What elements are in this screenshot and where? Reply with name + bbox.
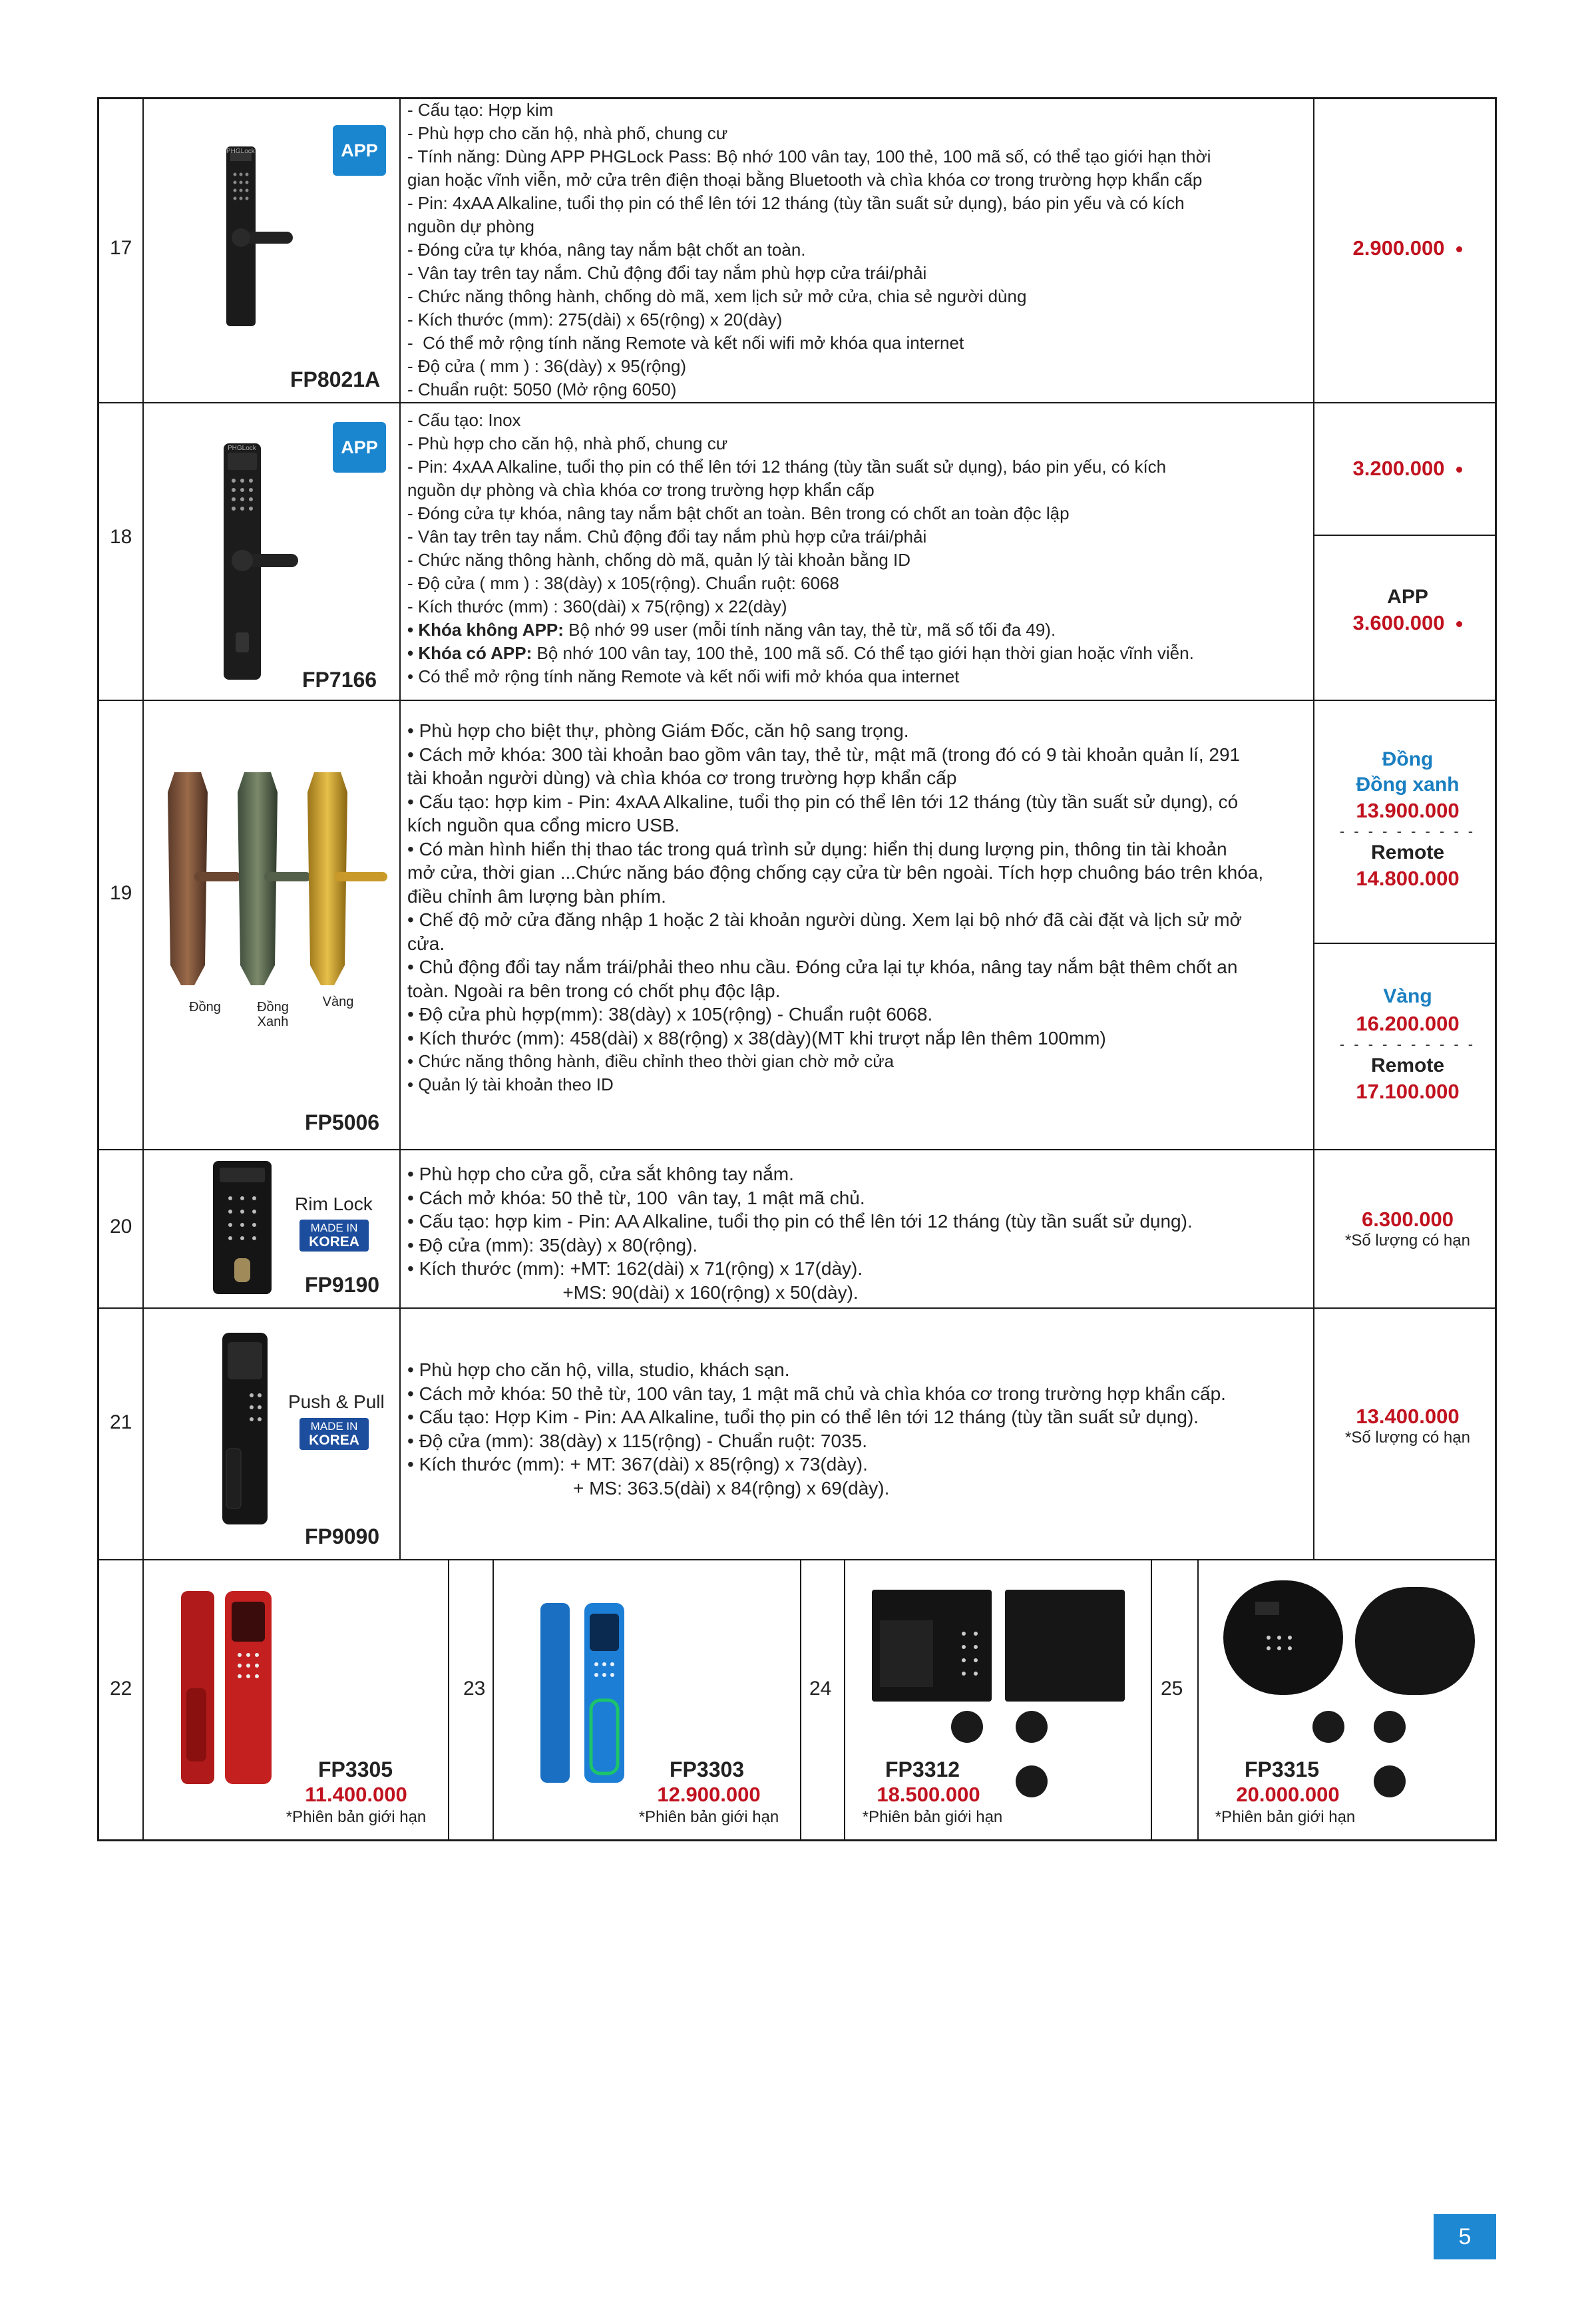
color-label: Vàng bbox=[322, 995, 354, 1009]
model-name: FP8021A bbox=[290, 367, 381, 391]
made-in-korea-badge: MADE IN KOREA bbox=[299, 1220, 369, 1252]
row-number: 25 bbox=[1161, 1678, 1183, 1700]
brand-mark: PHGLock bbox=[226, 148, 255, 155]
product-description: • Phù hợp cho cửa gỗ, cửa sắt không tay nắm. • Cách mở khóa: 50 thẻ từ, 100 vân tay, 1 mật mã chủ. • Cấu tạo: hợp kim - Pin: AA Alkaline, tuổi thọ pin có thể lên tới 12 tháng (tùy tần suất sử dụng). • Độ cửa (mm): 35(dày) x 80(rộng). • Kích thước (mm): +MT: 162(dài) x 71(rộng) x 17(dày). +MS: 90(dài) x 160(rộng) x 50(dày). bbox=[407, 1164, 1193, 1303]
page-number: 5 bbox=[1434, 2214, 1496, 2259]
price: 20.000.000 bbox=[1236, 1783, 1340, 1806]
price: 13.400.000 bbox=[1356, 1405, 1460, 1428]
price: 12.900.000 bbox=[657, 1783, 761, 1806]
price: 11.400.000 bbox=[305, 1783, 407, 1806]
color-label: Đồng Xanh bbox=[257, 1000, 289, 1029]
app-badge: APP bbox=[333, 125, 386, 176]
bullet-dot bbox=[1456, 467, 1462, 473]
app-version-label: APP bbox=[1387, 586, 1428, 608]
limited-note: *Phiên bản giới hạn bbox=[1215, 1808, 1356, 1826]
model-name: FP3305 bbox=[318, 1757, 393, 1781]
row-number: 20 bbox=[110, 1216, 132, 1238]
row-number: 19 bbox=[110, 882, 132, 904]
row-number: 18 bbox=[110, 526, 132, 548]
product-description: - Cấu tạo: Inox - Phù hợp cho căn hộ, nhà phố, chung cư - Pin: 4xAA Alkaline, tuổi thọ pin có thể lên tới 12 tháng (tùy tần suất sử dụng), báo pin yếu, có kích nguồn dự phòng và chìa khóa cơ trong trường hợp khẩn cấp - Đóng cửa tự khóa, nâng tay nắm bật chốt an toàn. Bên trong có chốt an toàn độc lập - Vân tay trên tay nắm. Chủ động đổi tay nắm phù hợp cửa trái/phải - Chức năng thông hành, chống dò mã, quản lý tài khoản bằng ID - Độ cửa ( mm ) : 38(dày) x 105(rộng). Chuẩn ruột: 6068 - Kích thước (mm) : 360(dài) x 75(rộng) x 22(dày) • Khóa không APP: Bộ nhớ 99 user (mỗi tính năng vân tay, thẻ từ, mã số tối đa 49). • Khóa có APP: Bộ nhớ 100 vân tay, 100 thẻ, 100 mã số. Có thể tạo giới hạn thời gian hoặc vĩnh viễn. • Có thể mở rộng tính năng Remote và kết nối wifi mở khóa qua internet bbox=[407, 410, 1194, 686]
price: 3.200.000 bbox=[1324, 457, 1491, 481]
price: 6.300.000 bbox=[1362, 1208, 1454, 1231]
limited-note: *Phiên bản giới hạn bbox=[862, 1808, 1003, 1826]
made-in-korea-badge: MADE IN KOREA bbox=[299, 1418, 369, 1450]
limited-note: *Số lượng có hạn bbox=[1345, 1429, 1470, 1447]
bullet-dot bbox=[1456, 621, 1462, 627]
row-number: 24 bbox=[809, 1678, 832, 1700]
model-name: FP9190 bbox=[305, 1273, 380, 1297]
row-number: 17 bbox=[110, 237, 132, 259]
limited-note: *Phiên bản giới hạn bbox=[286, 1808, 427, 1826]
app-badge: APP bbox=[333, 422, 386, 473]
app-version-price: 3.600.000 bbox=[1324, 611, 1491, 635]
lock-type-label: Push & Pull bbox=[288, 1391, 385, 1412]
row-number: 23 bbox=[463, 1678, 486, 1700]
bullet-dot bbox=[1456, 246, 1462, 252]
model-name: FP7166 bbox=[302, 668, 377, 692]
product-image-fp3305 bbox=[178, 1588, 298, 1788]
model-name: FP9090 bbox=[305, 1524, 380, 1548]
price: 2.900.000 bbox=[1324, 236, 1491, 260]
limited-note: *Phiên bản giới hạn bbox=[638, 1808, 779, 1826]
lock-type-label: Rim Lock bbox=[295, 1194, 373, 1214]
brand-mark: PHGLock bbox=[228, 445, 256, 452]
product-description: • Phù hợp cho căn hộ, villa, studio, khách sạn. • Cách mở khóa: 50 thẻ từ, 100 vân tay, 1 mật mã chủ và chìa khóa cơ trong trường hợp khẩn cấp. • Cấu tạo: Hợp Kim - Pin: AA Alkaline, tuổi thọ pin có thể lên tới 12 tháng (tùy tần suất sử dụng). • Độ cửa (mm): 38(dày) x 115(rộng) - Chuẩn ruột: 7035. • Kích thước (mm): + MT: 367(dài) x 85(rộng) x 73(dày). + MS: 363.5(dài) x 84(rộng) x 69(dày). bbox=[407, 1359, 1226, 1498]
model-name: FP3303 bbox=[670, 1757, 745, 1781]
limited-note: *Số lượng có hạn bbox=[1345, 1232, 1470, 1250]
product-description: • Phù hợp cho biệt thự, phòng Giám Đốc, căn hộ sang trọng. • Cách mở khóa: 300 tài khoản bao gồm vân tay, thẻ từ, mật mã (trong đó có 9 tài khoản quản lí, 291 tài khoản người dùng) và chìa khóa cơ trong trường hợp khẩn cấp • Cấu tạo: hợp kim - Pin: 4xAA Alkaline, tuổi thọ pin có thể lên tới 12 tháng (tùy tần suất sử dụng), có kích nguồn qua cổng micro USB. • Có màn hình hiển thị thao tác trong quá trình sử dụng: hiển thị dung lượng pin, thông tin tài khoản mở cửa, thời gian ...Chức năng báo động chống cạy cửa từ bên ngoài. Tích hợp chuông báo trên khóa, điều chỉnh âm lượng bàn phím. • Chế độ mở cửa đăng nhập 1 hoặc 2 tài khoản người dùng. Xem lại bộ nhớ đã cài đặt và lịch sử mở cửa. • Chủ động đổi tay nắm trái/phải theo nhu cầu. Đóng cửa lại tự khóa, nâng tay nắm bật thêm chốt an toàn. Ngoài ra bên trong có chốt phụ độc lập. • Độ cửa phù hợp(mm): 38(dày) x 105(rộng) - Chuẩn ruột 6068. • Kích thước (mm): 458(dài) x 88(rộng) x 38(dày)(MT khi trượt nắp lên thêm 100mm) • Chức năng thông hành, điều chỉnh theo thời gian chờ mở cửa • Quản lý tài khoản theo ID bbox=[407, 720, 1264, 1094]
product-image-fp3303 bbox=[538, 1600, 638, 1787]
row-number: 21 bbox=[110, 1411, 132, 1433]
model-name: FP3312 bbox=[885, 1757, 960, 1781]
model-name: FP5006 bbox=[305, 1110, 380, 1134]
row-number: 22 bbox=[110, 1678, 132, 1700]
model-name: FP3315 bbox=[1245, 1757, 1320, 1781]
product-description: - Cấu tạo: Hợp kim - Phù hợp cho căn hộ, nhà phố, chung cư - Tính năng: Dùng APP PHGLock Pass: Bộ nhớ 100 vân tay, 100 thẻ, 100 mã số, có thể tạo giới hạn thời gian hoặc vĩnh viễn, mở cửa trên điện thoại bằng Bluetooth và chìa khóa cơ trong trường hợp khẩn cấp - Pin: 4xAA Alkaline, tuổi thọ pin có thể lên tới 12 tháng (tùy tần suất sử dụng), báo pin yếu và có kích nguồn dự phòng - Đóng cửa tự khóa, nâng tay nắm bật chốt an toàn. - Vân tay trên tay nắm. Chủ động đổi tay nắm phù hợp cửa trái/phải - Chức năng thông hành, chống dò mã, xem lịch sử mở cửa, chia sẻ người dùng - Kích thước (mm): 275(dài) x 65(rộng) x 20(dày) - Có thể mở rộng tính năng Remote và kết nối wifi mở khóa qua internet - Độ cửa ( mm ) : 36(dày) x 95(rộng) - Chuẩn ruột: 5050 (Mở rộng 6050) bbox=[407, 100, 1211, 399]
color-label: Đồng bbox=[189, 1000, 221, 1015]
price: 18.500.000 bbox=[877, 1783, 980, 1806]
